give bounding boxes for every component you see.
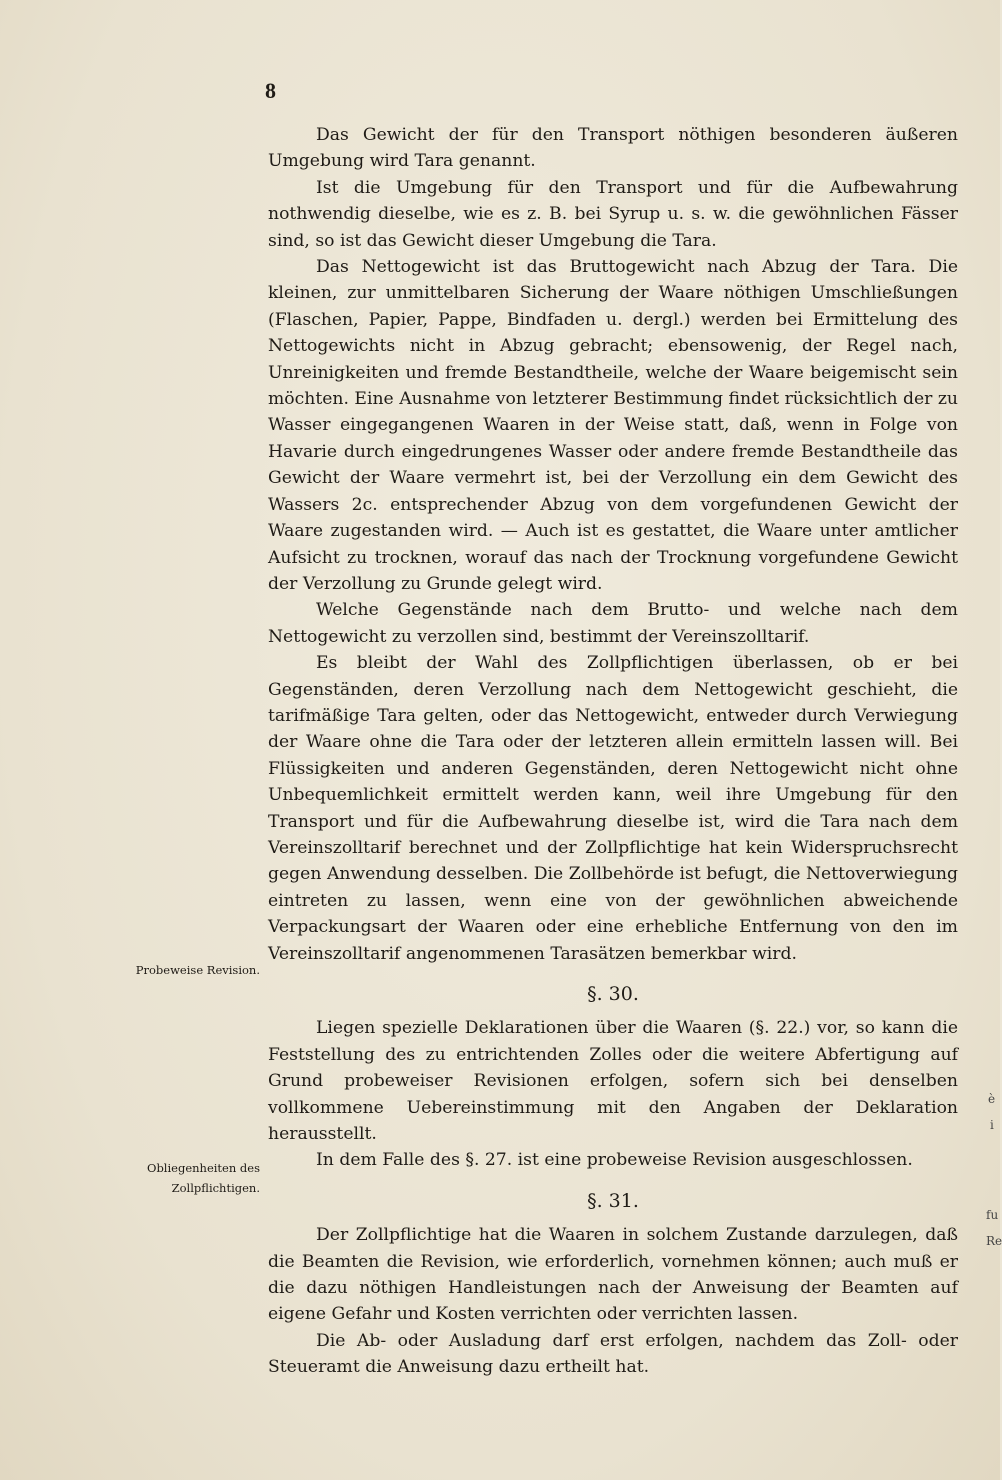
section-heading-30: §. 30.: [587, 983, 639, 1005]
paragraph: Der Zollpflichtige hat die Waaren in solchem Zustande darzulegen, daß die Beamten die Revision, wie erforderlich, vornehmen können; auch muß er die dazu nöthigen Handleistungen nach der Anweisung der Beamten auf eigene Gefahr und Kosten verrichten oder verrichten lassen.: [268, 1225, 958, 1325]
margin-note-probeweise-revision: Probeweise Revision.: [135, 963, 260, 977]
paragraph: Liegen spezielle Deklarationen über die Waaren (§. 22.) vor, so kann die Feststellung des zu entrichtenden Zolles oder die weitere Abfertigung auf Grund probeweiser Revisionen erfolgen, sofern sich bei denselben vollkommene Uebereinstimmung mit den Angaben der Deklaration herausstellt.: [268, 1018, 958, 1145]
edge-mark: è: [988, 1092, 996, 1106]
paragraph: Es bleibt der Wahl des Zollpflichtigen überlassen, ob er bei Gegenständen, deren Verzollung nach dem Nettogewicht geschieht, die tarifmäßige Tara gelten, oder das Nettogewicht, entweder durch Verwiegung der Waare ohne die Tara oder der letzteren allein ermitteln lassen will. Bei Flüssigkeiten und anderen Gegenständen, deren Nettogewicht nicht ohne Unbequemlichkeit ermittelt werden kann, weil ihre Umgebung für den Transport und für die Aufbewahrung dieselbe ist, wird die Tara nach dem Vereinszolltarif berechnet und der Zollpflichtige hat kein Widerspruchsrecht gegen Anwendung desselben. Die Zollbehörde ist befugt, die Nettoverwiegung eintreten zu lassen, wenn eine von der gewöhnlichen abweichende Verpackungsart der Waaren oder eine erhebliche Entfernung von den im Vereinszolltarif angenommenen Tarasätzen bemerkbar wird.: [268, 653, 958, 964]
paragraph: Welche Gegenstände nach dem Brutto- und welche nach dem Nettogewicht zu verzollen sind, bestimmt der Vereinszolltarif.: [268, 600, 958, 647]
paragraph: Das Gewicht der für den Transport nöthigen besonderen äußeren Umgebung wird Tara genannt.: [268, 125, 958, 172]
margin-note-line: Zollpflichtigen.: [171, 1181, 260, 1195]
edge-mark: fu: [986, 1208, 999, 1222]
paragraph: Das Nettogewicht ist das Bruttogewicht nach Abzug der Tara. Die kleinen, zur unmittelbaren Sicherung der Waare nöthigen Umschließungen (Flaschen, Papier, Pappe, Bindfaden u. dergl.) werden bei Ermittelung des Nettogewichts nicht in Abzug gebracht; ebensowenig, der Regel nach, Unreinigkeiten und fremde Bestandtheile, welche der Waare beigemischt sein möchten. Eine Ausnahme von letzterer Bestimmung findet rücksichtlich der zu Wasser eingegangenen Waaren in der Weise statt, daß, wenn in Folge von Havarie durch eingedrungenes Wasser oder andere fremde Bestandtheile das Gewicht der Waare vermehrt ist, bei der Verzollung ein dem Gewicht des Wassers 2c. entsprechender Abzug von dem vorgefundenen Gewicht der Waare zugestanden wird. — Auch ist es gestattet, die Waare unter amtlicher Aufsicht zu trocknen, worauf das nach der Trocknung vorgefundene Gewicht der Verzollung zu Grunde gelegt wird.: [268, 257, 958, 594]
section-heading-31: §. 31.: [587, 1189, 639, 1212]
paragraph: Ist die Umgebung für den Transport und für die Aufbewahrung nothwendig dieselbe, wie es z. B. bei Syrup u. s. w. die gewöhnlichen Fässer sind, so ist das Gewicht dieser Umgebung die Tara.: [268, 177, 958, 251]
edge-mark: Re: [986, 1234, 1002, 1248]
paragraph: Die Ab- oder Ausladung darf erst erfolgen, nachdem das Zoll- oder Steueramt die Anweisung dazu ertheilt hat.: [268, 1330, 958, 1378]
edge-mark: i: [990, 1118, 994, 1132]
body-text: [268, 122, 958, 1381]
margin-note-line: Obliegenheiten des: [147, 1161, 260, 1175]
margin-note-obliegenheiten: [110, 1158, 260, 1198]
page-number: 8: [265, 78, 276, 103]
paragraph: In dem Falle des §. 27. ist eine probeweise Revision ausgeschlossen.: [316, 1150, 913, 1171]
